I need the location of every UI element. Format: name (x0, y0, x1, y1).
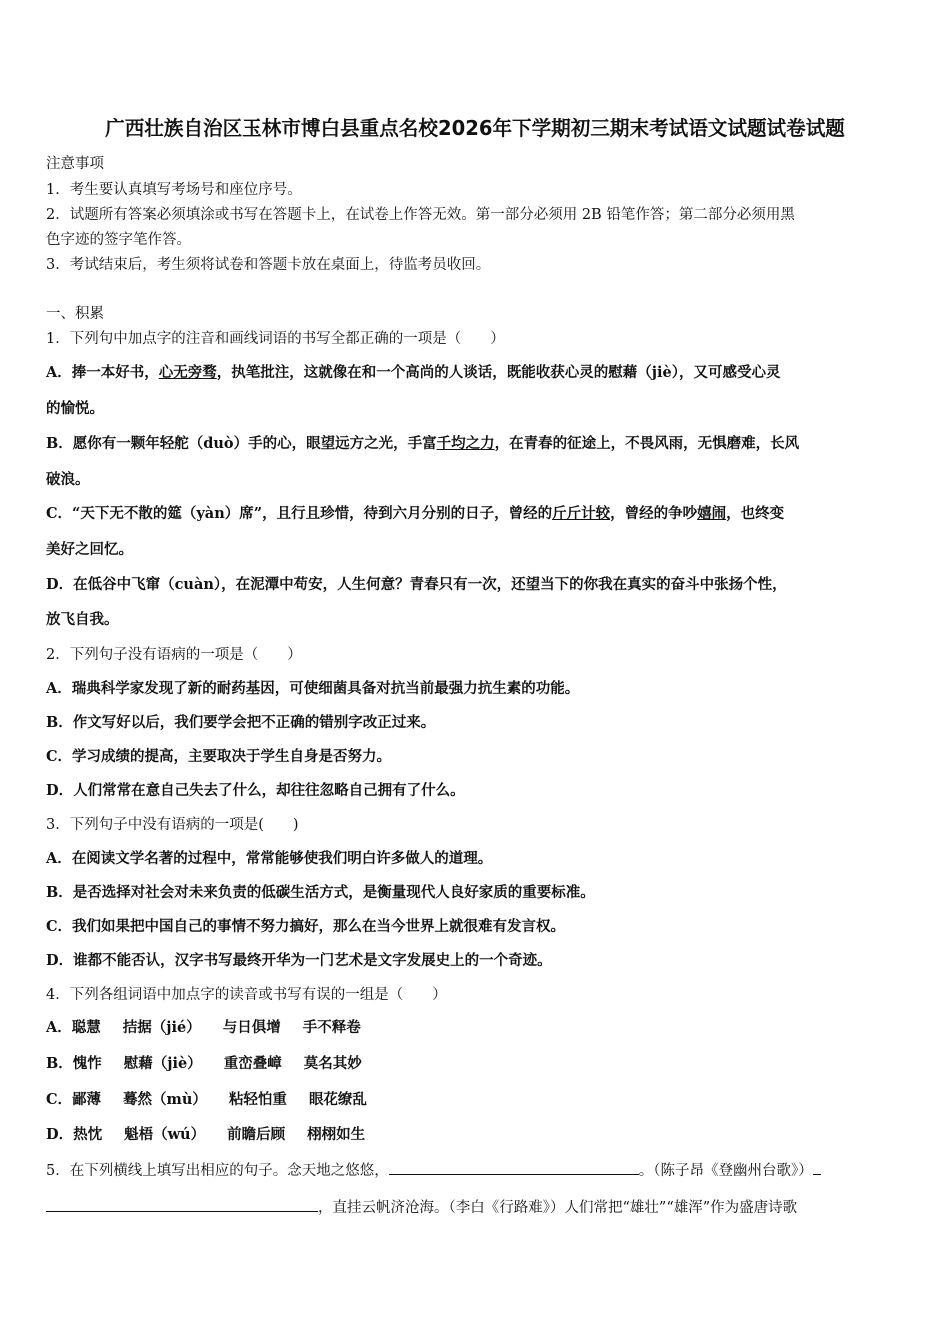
q1-b-text-rest: ，在青春的征途上，不畏风雨，无惧磨难，长风 (494, 435, 800, 452)
q4-a-word-4: 手不释卷 (302, 1019, 361, 1036)
q1-option-c-cont: 美好之回忆。 (46, 541, 133, 558)
q3-option-b: B．是否选择对社会对未来负责的低碳生活方式，是衡量现代人良好家质的重要标准。 (46, 884, 595, 901)
q5-line-1 (46, 1159, 821, 1180)
q4-d-word-3: 前瞻后顾 (227, 1126, 286, 1143)
page-title: 广西壮族自治区玉林市博白县重点名校2026年下学期初三期末考试语文试题试卷试题 (105, 116, 845, 140)
q1-c-text-rest: ，也终变 (726, 505, 785, 522)
q4-b-word-2: 慰藉（jiè） (123, 1055, 202, 1072)
q1-a-text: A．捧一本好书， (46, 364, 159, 381)
q4-d-word-1: D．热忱 (46, 1126, 103, 1143)
q1-option-b-cont: 破浪。 (46, 471, 90, 488)
q5-text: 5．在下列横线上填写出相应的句子。念天地之悠悠， (46, 1163, 389, 1179)
q4-c-word-4: 眼花缭乱 (308, 1091, 367, 1108)
q4-b-word-1: B．愧怍 (46, 1055, 102, 1072)
q4-option-c (46, 1088, 367, 1109)
q4-a-word-1: A．聪慧 (46, 1019, 101, 1036)
q3-option-d: D．谁都不能否认，汉字书写最终开华为一门艺术是文字发展史上的一个奇迹。 (46, 952, 552, 969)
notice-item-1: 1．考生要认真填写考场号和座位序号。 (46, 182, 302, 198)
q1-c-text: C．“天下无不散的筵（yàn）席”，且行且珍惜，待到六月分别的日子，曾经的 (46, 505, 553, 522)
q1-option-a (46, 361, 780, 382)
notice-item-3: 3．考试结束后，考生须将试卷和答题卡放在桌面上，待监考员收回。 (46, 257, 491, 273)
q5-text-2: ，直挂云帆济沧海。（李白《行路难》）人们常把“雄壮”“雄浑”作为盛唐诗歌 (318, 1200, 798, 1216)
q2-option-b: B．作文写好以后，我们要学会把不正确的错别字改正过来。 (46, 714, 436, 731)
q1-c-underlined: 斤斤计较 (552, 505, 611, 522)
q2-option-c: C．学习成绩的提高，主要取决于学生自身是否努力。 (46, 748, 392, 765)
q2-option-d: D．人们常常在意自己失去了什么，却往往忽略自己拥有了什么。 (46, 782, 465, 799)
q1-option-d: D．在低谷中飞窜（cuàn），在泥潭中苟安，人生何意？青春只有一次，还望当下的你我在真实的奋斗中张扬个性， (46, 576, 787, 593)
q1-b-text: B．愿你有一颗年轻舵（duò）手的心，眼望远方之光，手富 (46, 435, 437, 452)
q1-option-a-cont: 的愉悦。 (46, 400, 104, 417)
q4-a-word-3: 与日俱增 (222, 1019, 281, 1036)
q1-option-d-cont: 放飞自我。 (46, 611, 119, 628)
q1-a-underlined: 心无旁骛 (158, 364, 217, 381)
q4-b-word-4: 莫名其妙 (303, 1055, 362, 1072)
q4-c-word-1: C．鄙薄 (46, 1091, 102, 1108)
q4-option-a (46, 1016, 361, 1037)
q2-option-a: A．瑞典科学家发现了新的耐药基因，可使细菌具备对抗当前最强力抗生素的功能。 (46, 680, 580, 697)
q4-d-word-2: 魁梧（wú） (124, 1126, 206, 1143)
q5-source-1: 。（陈子昂《登幽州台歌》） (638, 1163, 813, 1179)
q1-b-underlined: 千均之力 (436, 435, 495, 452)
notice-item-2-cont: 色字迹的签字笔作答。 (46, 232, 191, 248)
q2-stem: 2．下列句子没有语病的一项是（ ） (46, 647, 302, 663)
q4-option-b (46, 1052, 362, 1073)
q4-b-word-3: 重峦叠嶂 (223, 1055, 282, 1072)
q4-a-word-2: 拮据（jié） (122, 1019, 201, 1036)
q1-a-text-rest: ，执笔批注，这就像在和一个高尚的人谈话，既能收获心灵的慰藉（jiè），又可感受心灵 (216, 364, 781, 381)
q1-c-underlined-2: 嬉闹 (697, 505, 727, 522)
notice-item-2: 2．试题所有答案必须填涂或书写在答题卡上，在试卷上作答无效。第一部分必须用 2B 铅笔作答；第二部分必须用黑 (46, 207, 795, 223)
q4-option-d (46, 1123, 365, 1144)
q4-c-word-2: 蓦然（mù） (123, 1091, 207, 1108)
q4-d-word-4: 栩栩如生 (307, 1126, 366, 1143)
q5-blank-2[interactable] (46, 1197, 318, 1212)
q3-stem: 3．下列句子中没有语病的一项是( ) (46, 817, 299, 833)
q5-blank-2-start[interactable] (813, 1160, 821, 1175)
q5-blank-1[interactable] (389, 1160, 639, 1175)
q1-option-b (46, 432, 799, 453)
q4-stem: 4．下列各组词语中加点字的读音或书写有误的一组是（ ） (46, 987, 447, 1003)
section-heading: 一、积累 (46, 306, 104, 322)
q1-option-c (46, 502, 784, 523)
q5-line-2 (46, 1196, 797, 1217)
q4-c-word-3: 粘轻怕重 (228, 1091, 287, 1108)
q1-stem: 1．下列句中加点字的注音和画线词语的书写全都正确的一项是（ ） (46, 331, 505, 347)
notice-heading: 注意事项 (46, 156, 104, 172)
q3-option-c: C．我们如果把中国自己的事情不努力搞好，那么在当今世界上就很难有发言权。 (46, 918, 566, 935)
q1-c-text-mid: ，曾经的争吵 (610, 505, 698, 522)
q3-option-a: A．在阅读文学名著的过程中，常常能够使我们明白许多做人的道理。 (46, 850, 493, 867)
